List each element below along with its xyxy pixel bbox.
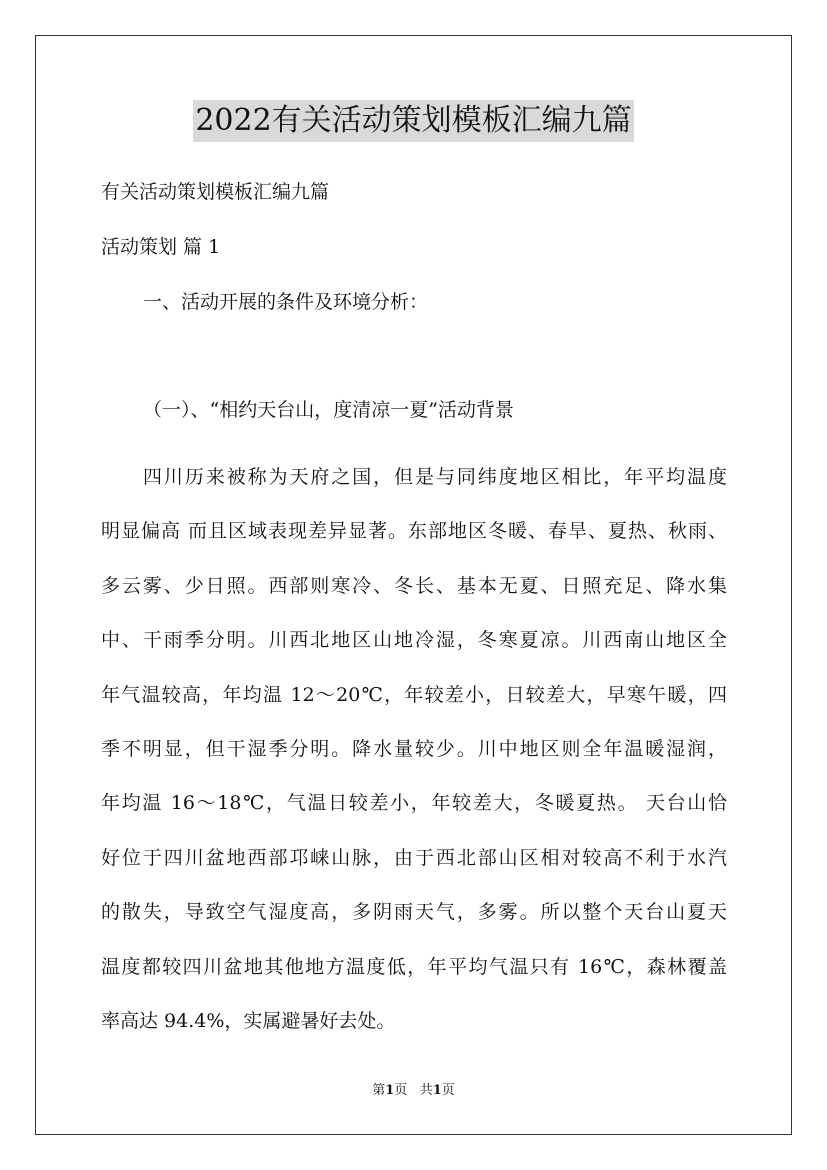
heading-activity-background: （一）、“相约天台山，度清凉一夏”活动背景 [143,399,514,421]
paragraph-line: 的散失，导致空气湿度高，多阴雨天气，多雾。所以整个天台山夏天 [101,901,727,924]
paragraph-line: 年气温较高，年均温 12～20℃，年较差小，日较差大，早寒午暖，四 [101,683,727,706]
footer-page-prefix: 第 [372,1083,386,1098]
footer-page-suffix: 页 [394,1083,408,1098]
paragraph-line: 多云雾、少日照。西部则寒冷、冬长、基本无夏、日照充足、降水集 [101,574,727,597]
footer-total-suffix: 页 [441,1083,455,1098]
document-title: 2022有关活动策划模板汇编九篇 [193,100,633,142]
background-paragraph [101,450,727,1048]
footer-total-prefix: 共 [419,1083,433,1098]
paragraph-line: 明显偏高 而且区域表现差异显著。东部地区冬暖、春旱、夏热、秋雨、 [101,520,727,543]
paragraph-line: 年均温 16～18℃，气温日较差小，年较差大，冬暖夏热。 天台山恰 [101,792,727,815]
footer-total-pages: 1 [432,1083,442,1098]
section-label: 活动策划 篇 1 [101,236,221,258]
paragraph-line: 季不明显，但干湿季分明。降水量较少。川中地区则全年温暖湿润， [101,737,727,760]
paragraph-line: 温度都较四川盆地其他地方温度低，年平均气温只有 16℃，森林覆盖 [101,955,727,978]
paragraph-line: 四川历来被称为天府之国，但是与同纬度地区相比，年平均温度 [143,466,727,488]
document-subtitle: 有关活动策划模板汇编九篇 [101,181,330,203]
page-footer [0,1082,827,1100]
footer-page-number: 1 [385,1083,395,1098]
paragraph-line: 中、干雨季分明。川西北地区山地冷湿，冬寒夏凉。川西南山地区全 [101,629,727,652]
paragraph-line: 率高达 94.4%，实属避暑好去处。 [101,1009,396,1032]
title-container [0,100,827,142]
paragraph-line: 好位于四川盆地西部邛崃山脉，由于西北部山区相对较高不利于水汽 [101,846,727,869]
heading-conditions-analysis: 一、活动开展的条件及环境分析： [143,291,429,313]
